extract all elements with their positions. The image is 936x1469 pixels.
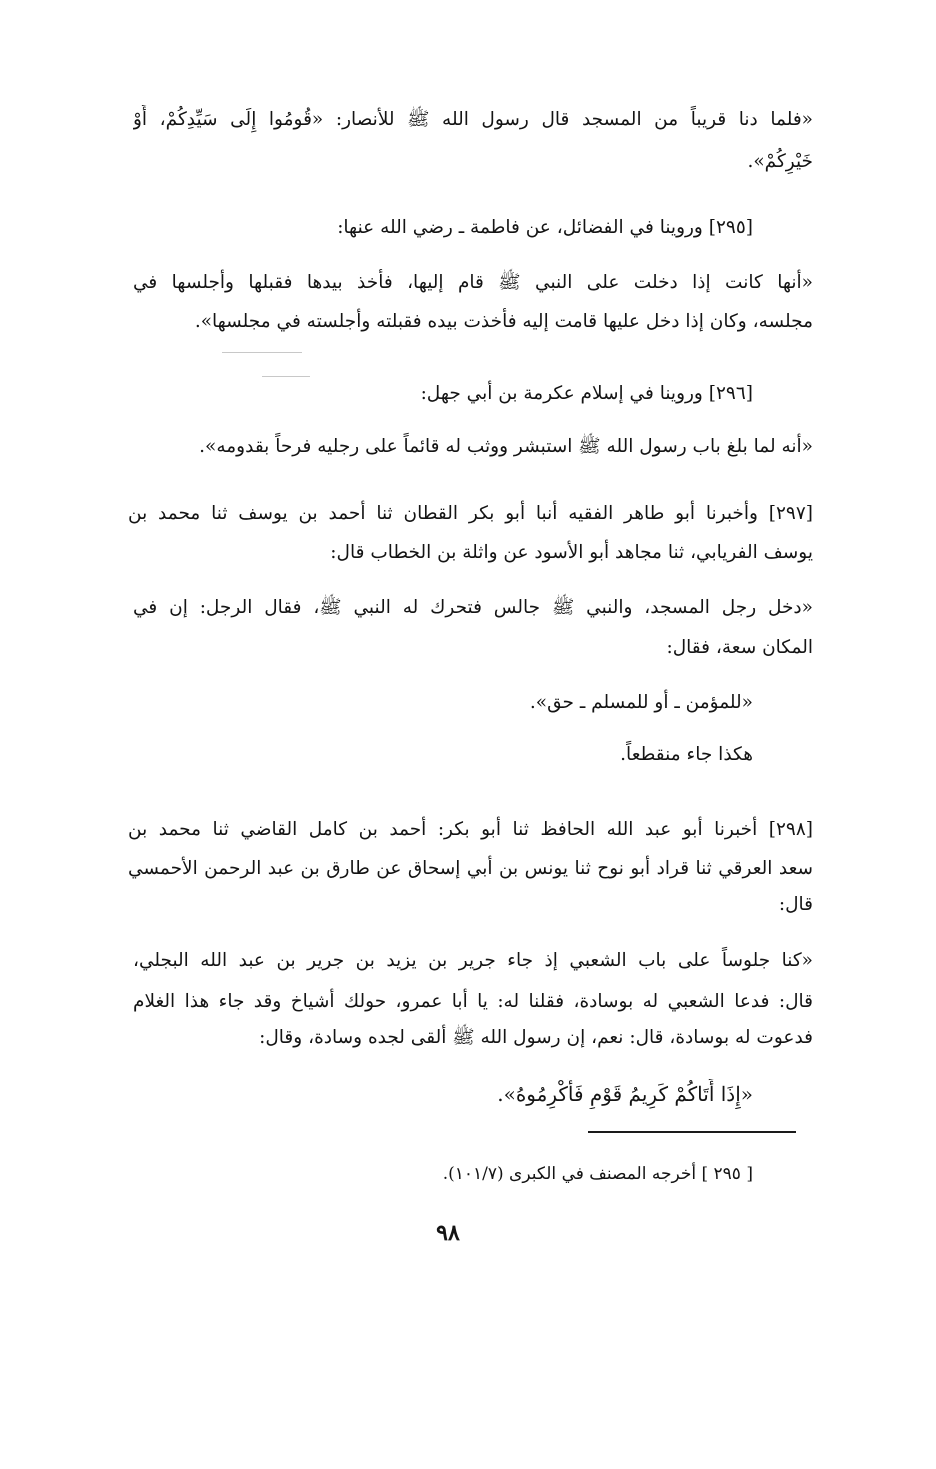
text-line: «إِذَا أَتَاكُمْ كَرِيمُ قَوْمٍ فَأَكْرِمُوهُ». [497,1082,753,1106]
text-line: مجلسه، وكان إذا دخل عليها قامت إليه فأخذت بيده فقبلته وأجلسته في مجلسها». [194,311,813,332]
scan-smudge [222,352,302,353]
text-line: هكذا جاء منقطعاً. [620,744,753,765]
text-line: «كنا جلوساً على باب الشعبي إذ جاء جرير بن يزيد بن جرير بن عبد الله البجلي، [133,950,813,971]
text-line: «أنها كانت إذا دخلت على النبي ﷺ قام إليها، فأخذ بيدها فقبلها وأجلسها في [133,272,813,293]
text-line: فدعوت له بوسادة، قال: نعم، إن رسول الله ﷺ ألقى لجده وسادة، وقال: [259,1027,813,1048]
page-number: ٩٨ [436,1220,460,1246]
text-line: قال: [778,894,813,915]
hadith-297-heading: [٢٩٧] وأخبرنا أبو طاهر الفقيه أنبا أبو بكر القطان ثنا أحمد بن يوسف ثنا محمد بن [128,503,813,524]
hadith-295-heading: [٢٩٥] وروينا في الفضائل، عن فاطمة ـ رضي الله عنها: [337,217,753,238]
hadith-298-heading: [٢٩٨] أخبرنا أبو عبد الله الحافظ ثنا أبو بكر: أحمد بن كامل القاضي ثنا محمد بن [128,819,813,840]
text-line: «فلما دنا قريباً من المسجد قال رسول الله ﷺ للأنصار: «قُومُوا إِلَى سَيِّدِكُمْ، أَوْ [133,109,813,130]
scan-smudge [262,376,310,377]
text-line: «دخل رجل المسجد، والنبي ﷺ جالس فتحرك له النبي ﷺ، فقال الرجل: إن في [133,597,813,618]
text-line: سعد العرقي ثنا قراد أبو نوح ثنا يونس بن أبي إسحاق عن طارق بن عبد الرحمن الأحمسي [128,858,813,879]
text-line: «أنه لما بلغ باب رسول الله ﷺ استبشر ووثب له قائماً على رجليه فرحاً بقدومه». [199,436,813,457]
hadith-296-heading: [٢٩٦] وروينا في إسلام عكرمة بن أبي جهل: [420,383,753,404]
text-line: «للمؤمن ـ أو للمسلم ـ حق». [529,692,753,713]
text-line: المكان سعة، فقال: [666,637,813,658]
text-line: خَيْرِكُمْ». [747,151,813,172]
footnote-divider [588,1131,796,1133]
footnote: [ ٢٩٥ ] أخرجه المصنف في الكبرى (١٠١/٧). [442,1164,753,1184]
text-line: يوسف الفريابي، ثنا مجاهد أبو الأسود عن واثلة بن الخطاب قال: [330,542,813,563]
text-line: قال: فدعا الشعبي له بوسادة، فقلنا له: يا أبا عمرو، حولك أشياخ وقد جاء هذا الغلام [133,991,813,1012]
